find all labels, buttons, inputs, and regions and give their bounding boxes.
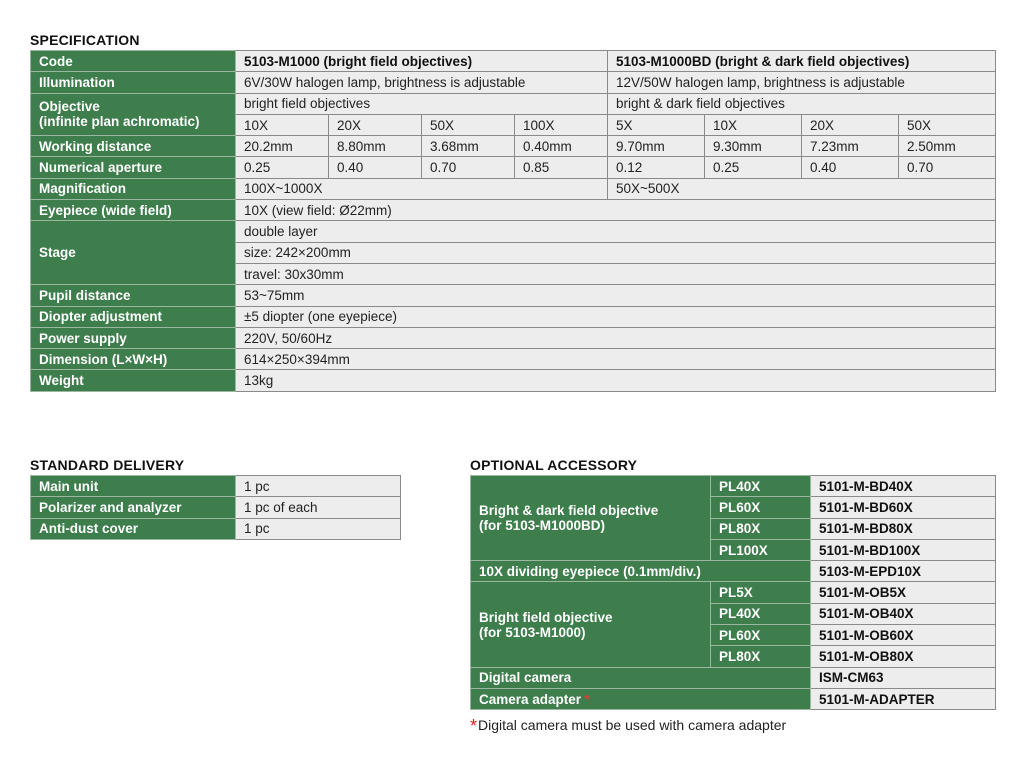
- working-distance-value: 9.70mm: [608, 136, 705, 157]
- spec-table: [30, 50, 996, 392]
- working-distance-label: Working distance: [31, 136, 236, 157]
- objective-mag: 20X: [329, 114, 422, 135]
- accessory-row: [471, 561, 996, 582]
- objective-mag: 50X: [899, 114, 996, 135]
- bd-code: 5101-M-BD40X: [811, 476, 996, 497]
- spec-row-diopter: [31, 306, 996, 327]
- working-distance-value: 20.2mm: [236, 136, 329, 157]
- magnification-value-a: 100X~1000X: [236, 178, 608, 199]
- bf-model: PL40X: [711, 603, 811, 624]
- bd-objective-label-line2: (for 5103-M1000BD): [479, 518, 606, 534]
- delivery-label: Polarizer and analyzer: [31, 497, 236, 518]
- illumination-label: Illumination: [31, 72, 236, 93]
- numerical-aperture-value: 0.40: [802, 157, 899, 178]
- camera-adapter-cell: [471, 688, 811, 709]
- bd-model: PL80X: [711, 518, 811, 539]
- numerical-aperture-value: 0.25: [236, 157, 329, 178]
- spec-row-stage: [31, 221, 996, 242]
- bf-objective-label-line1: Bright field objective: [479, 609, 613, 625]
- pupil-label: Pupil distance: [31, 285, 236, 306]
- delivery-title: STANDARD DELIVERY: [30, 457, 185, 473]
- bf-code: 5101-M-OB5X: [811, 582, 996, 603]
- bf-objective-label: [471, 582, 711, 667]
- bd-objective-label: [471, 476, 711, 561]
- digital-camera-code: ISM-CM63: [811, 667, 996, 688]
- footnote-text: Digital camera must be used with camera adapter: [478, 717, 787, 733]
- stage-value: double layer: [236, 221, 996, 242]
- power-label: Power supply: [31, 327, 236, 348]
- delivery-label: Anti-dust cover: [31, 518, 236, 539]
- objective-mag: 50X: [422, 114, 515, 135]
- dividing-eyepiece-label: 10X dividing eyepiece (0.1mm/div.): [471, 561, 811, 582]
- illumination-value-a: 6V/30W halogen lamp, brightness is adjustable: [236, 72, 608, 93]
- magnification-value-b: 50X~500X: [608, 178, 996, 199]
- eyepiece-label: Eyepiece (wide field): [31, 200, 236, 221]
- objective-mag: 10X: [705, 114, 802, 135]
- asterisk-icon: *: [584, 691, 590, 707]
- bf-objective-label-line2: (for 5103-M1000): [479, 624, 586, 640]
- bd-code: 5101-M-BD60X: [811, 497, 996, 518]
- digital-camera-label: Digital camera: [471, 667, 811, 688]
- delivery-row: [31, 476, 401, 497]
- objective-value-b: bright & dark field objectives: [608, 93, 996, 114]
- camera-adapter-label: Camera adapter: [479, 691, 582, 707]
- footnote: [470, 716, 786, 737]
- numerical-aperture-label: Numerical aperture: [31, 157, 236, 178]
- bd-code: 5101-M-BD80X: [811, 518, 996, 539]
- accessory-title: OPTIONAL ACCESSORY: [470, 457, 638, 473]
- delivery-label: Main unit: [31, 476, 236, 497]
- bf-model: PL60X: [711, 625, 811, 646]
- objective-label-line2: (infinite plan achromatic): [39, 114, 200, 130]
- pupil-value: 53~75mm: [236, 285, 996, 306]
- camera-adapter-code: 5101-M-ADAPTER: [811, 688, 996, 709]
- code-value-b: 5103-M1000BD (bright & dark field objectives): [608, 51, 996, 72]
- working-distance-value: 7.23mm: [802, 136, 899, 157]
- numerical-aperture-value: 0.85: [515, 157, 608, 178]
- diopter-value: ±5 diopter (one eyepiece): [236, 306, 996, 327]
- bf-code: 5101-M-OB80X: [811, 646, 996, 667]
- working-distance-value: 2.50mm: [899, 136, 996, 157]
- spec-row-dimension: [31, 349, 996, 370]
- bd-model: PL60X: [711, 497, 811, 518]
- bd-model: PL100X: [711, 539, 811, 560]
- working-distance-value: 8.80mm: [329, 136, 422, 157]
- code-label: Code: [31, 51, 236, 72]
- bf-model: PL80X: [711, 646, 811, 667]
- numerical-aperture-value: 0.70: [422, 157, 515, 178]
- bf-code: 5101-M-OB40X: [811, 603, 996, 624]
- accessory-row: [471, 667, 996, 688]
- accessory-row: [471, 688, 996, 709]
- code-value-a: 5103-M1000 (bright field objectives): [236, 51, 608, 72]
- working-distance-value: 3.68mm: [422, 136, 515, 157]
- working-distance-value: 0.40mm: [515, 136, 608, 157]
- spec-row-numerical-aperture: [31, 157, 996, 178]
- spec-row-code: [31, 51, 996, 72]
- accessory-row: [471, 476, 996, 497]
- objective-mag: 20X: [802, 114, 899, 135]
- spec-row-working-distance: [31, 136, 996, 157]
- weight-value: 13kg: [236, 370, 996, 391]
- dimension-value: 614×250×394mm: [236, 349, 996, 370]
- dividing-eyepiece-code: 5103-M-EPD10X: [811, 561, 996, 582]
- delivery-row: [31, 518, 401, 539]
- objective-mag: 100X: [515, 114, 608, 135]
- spec-row-weight: [31, 370, 996, 391]
- objective-label-line1: Objective: [39, 99, 100, 115]
- delivery-value: 1 pc: [236, 518, 401, 539]
- footnote-asterisk-icon: *: [470, 716, 478, 736]
- spec-row-power: [31, 327, 996, 348]
- spec-row-magnification: [31, 178, 996, 199]
- delivery-value: 1 pc: [236, 476, 401, 497]
- accessory-row: [471, 582, 996, 603]
- diopter-label: Diopter adjustment: [31, 306, 236, 327]
- objective-mag: 10X: [236, 114, 329, 135]
- stage-label: Stage: [31, 221, 236, 285]
- eyepiece-value: 10X (view field: Ø22mm): [236, 200, 996, 221]
- numerical-aperture-value: 0.40: [329, 157, 422, 178]
- spec-title: SPECIFICATION: [30, 32, 140, 48]
- objective-mag: 5X: [608, 114, 705, 135]
- spec-row-illumination: [31, 72, 996, 93]
- weight-label: Weight: [31, 370, 236, 391]
- bd-objective-label-line1: Bright & dark field objective: [479, 503, 659, 519]
- numerical-aperture-value: 0.12: [608, 157, 705, 178]
- numerical-aperture-value: 0.70: [899, 157, 996, 178]
- accessory-table: [470, 475, 996, 710]
- bd-code: 5101-M-BD100X: [811, 539, 996, 560]
- power-value: 220V, 50/60Hz: [236, 327, 996, 348]
- bf-model: PL5X: [711, 582, 811, 603]
- delivery-value: 1 pc of each: [236, 497, 401, 518]
- stage-value: travel: 30x30mm: [236, 263, 996, 284]
- bf-code: 5101-M-OB60X: [811, 625, 996, 646]
- illumination-value-b: 12V/50W halogen lamp, brightness is adjustable: [608, 72, 996, 93]
- objective-value-a: bright field objectives: [236, 93, 608, 114]
- stage-value: size: 242×200mm: [236, 242, 996, 263]
- delivery-row: [31, 497, 401, 518]
- objective-label: [31, 93, 236, 136]
- spec-row-pupil: [31, 285, 996, 306]
- magnification-label: Magnification: [31, 178, 236, 199]
- bd-model: PL40X: [711, 476, 811, 497]
- spec-row-objective: [31, 93, 996, 114]
- spec-row-eyepiece: [31, 200, 996, 221]
- dimension-label: Dimension (L×W×H): [31, 349, 236, 370]
- delivery-table: [30, 475, 401, 540]
- numerical-aperture-value: 0.25: [705, 157, 802, 178]
- working-distance-value: 9.30mm: [705, 136, 802, 157]
